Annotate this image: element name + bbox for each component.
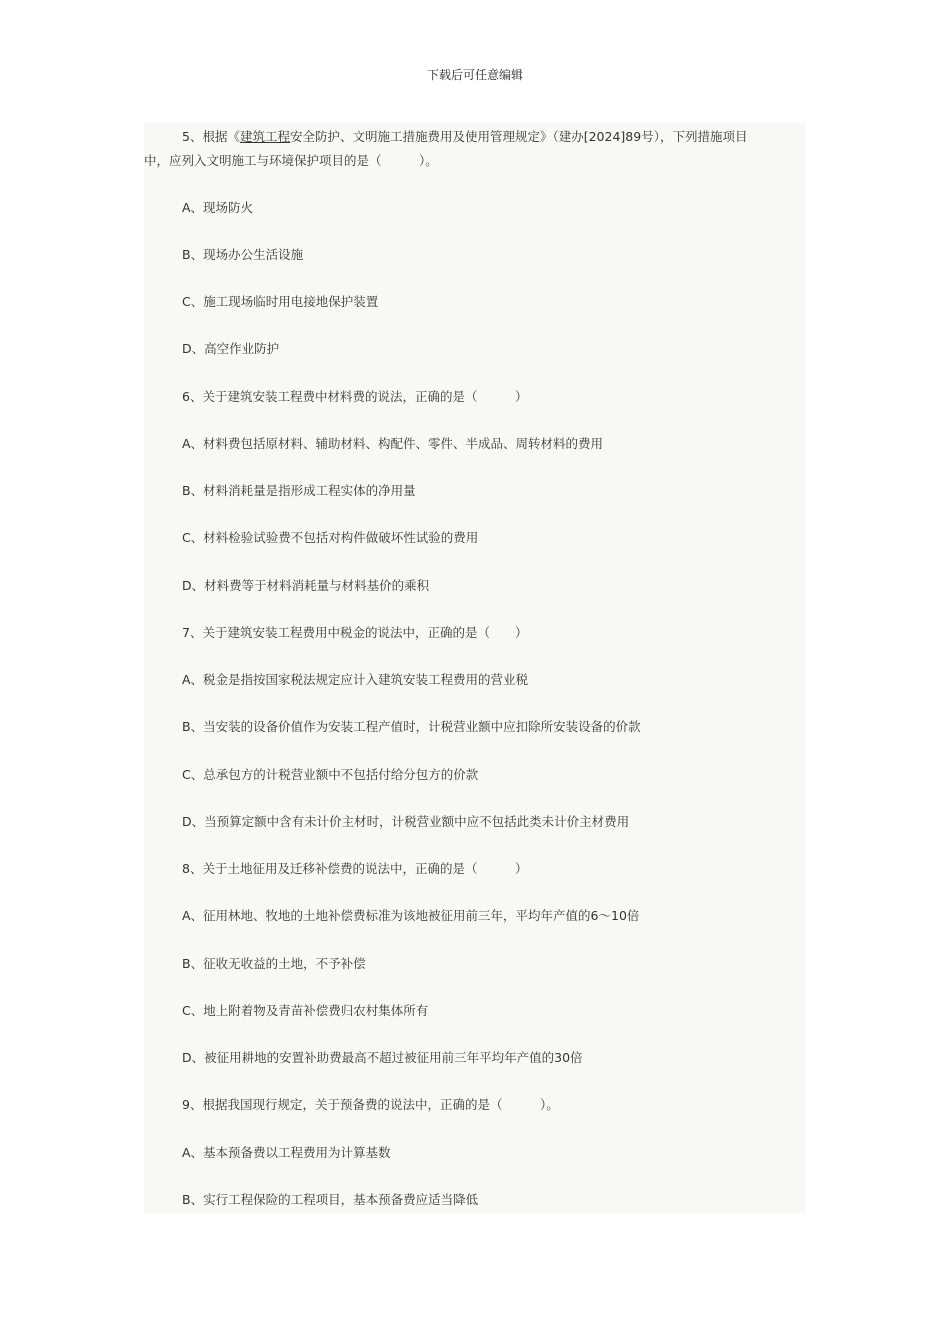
- question-5-option-c: C、施工现场临时用电接地保护装置: [182, 294, 379, 309]
- question-5-line-2: 中，应列入文明施工与环境保护项目的是（ ）。: [144, 153, 438, 168]
- question-9-option-a: A、基本预备费以工程费用为计算基数: [182, 1145, 391, 1160]
- question-8-stem: 8、关于土地征用及迁移补偿费的说法中，正确的是（ ）: [182, 861, 528, 876]
- question-5-stem: [144, 125, 806, 173]
- link-jianzhu-gongcheng[interactable]: 建筑工程: [239, 129, 290, 144]
- question-6-stem: 6、关于建筑安装工程费中材料费的说法，正确的是（ ）: [182, 389, 528, 404]
- question-7-option-d: D、当预算定额中含有未计价主材时，计税营业额中应不包括此类未计价主材费用: [182, 814, 630, 829]
- question-6-option-a: A、材料费包括原材料、辅助材料、构配件、零件、半成品、周转材料的费用: [182, 436, 604, 451]
- page-header: 下载后可任意编辑: [426, 68, 523, 82]
- question-9-stem: 9、根据我国现行规定，关于预备费的说法中，正确的是（ ）。: [182, 1097, 559, 1112]
- question-5-line-1: [144, 125, 806, 149]
- question-7-option-b: B、当安装的设备价值作为安装工程产值时，计税营业额中应扣除所安装设备的价款: [182, 719, 641, 734]
- question-8-option-d: D、被征用耕地的安置补助费最高不超过被征用前三年平均年产值的30倍: [182, 1050, 583, 1065]
- question-8-option-b: B、征收无收益的土地，不予补偿: [182, 956, 366, 971]
- question-7-option-c: C、总承包方的计税营业额中不包括付给分包方的价款: [182, 767, 479, 782]
- question-9-option-b: B、实行工程保险的工程项目，基本预备费应适当降低: [182, 1192, 479, 1207]
- question-8-option-c: C、地上附着物及青苗补偿费归农村集体所有: [182, 1003, 429, 1018]
- question-6-option-c: C、材料检验试验费不包括对构件做破坏性试验的费用: [182, 530, 479, 545]
- question-5-rest: 安全防护、文明施工措施费用及使用管理规定》（建办[2024]89号），下列措施项目: [289, 129, 748, 144]
- document-body: [144, 123, 806, 1213]
- question-7-option-a: A、税金是指按国家税法规定应计入建筑安装工程费用的营业税: [182, 672, 529, 687]
- question-6-option-d: D、材料费等于材料消耗量与材料基价的乘积: [182, 578, 430, 593]
- question-5-prefix: 5、根据《: [182, 129, 240, 144]
- question-8-option-a: A、征用林地、牧地的土地补偿费标准为该地被征用前三年，平均年产值的6～10倍: [182, 908, 640, 923]
- question-6-option-b: B、材料消耗量是指形成工程实体的净用量: [182, 483, 416, 498]
- question-7-stem: 7、关于建筑安装工程费用中税金的说法中，正确的是（ ）: [182, 625, 528, 640]
- question-5-option-d: D、高空作业防护: [182, 341, 280, 356]
- question-5-option-a: A、现场防火: [182, 200, 254, 215]
- question-5-option-b: B、现场办公生活设施: [182, 247, 304, 262]
